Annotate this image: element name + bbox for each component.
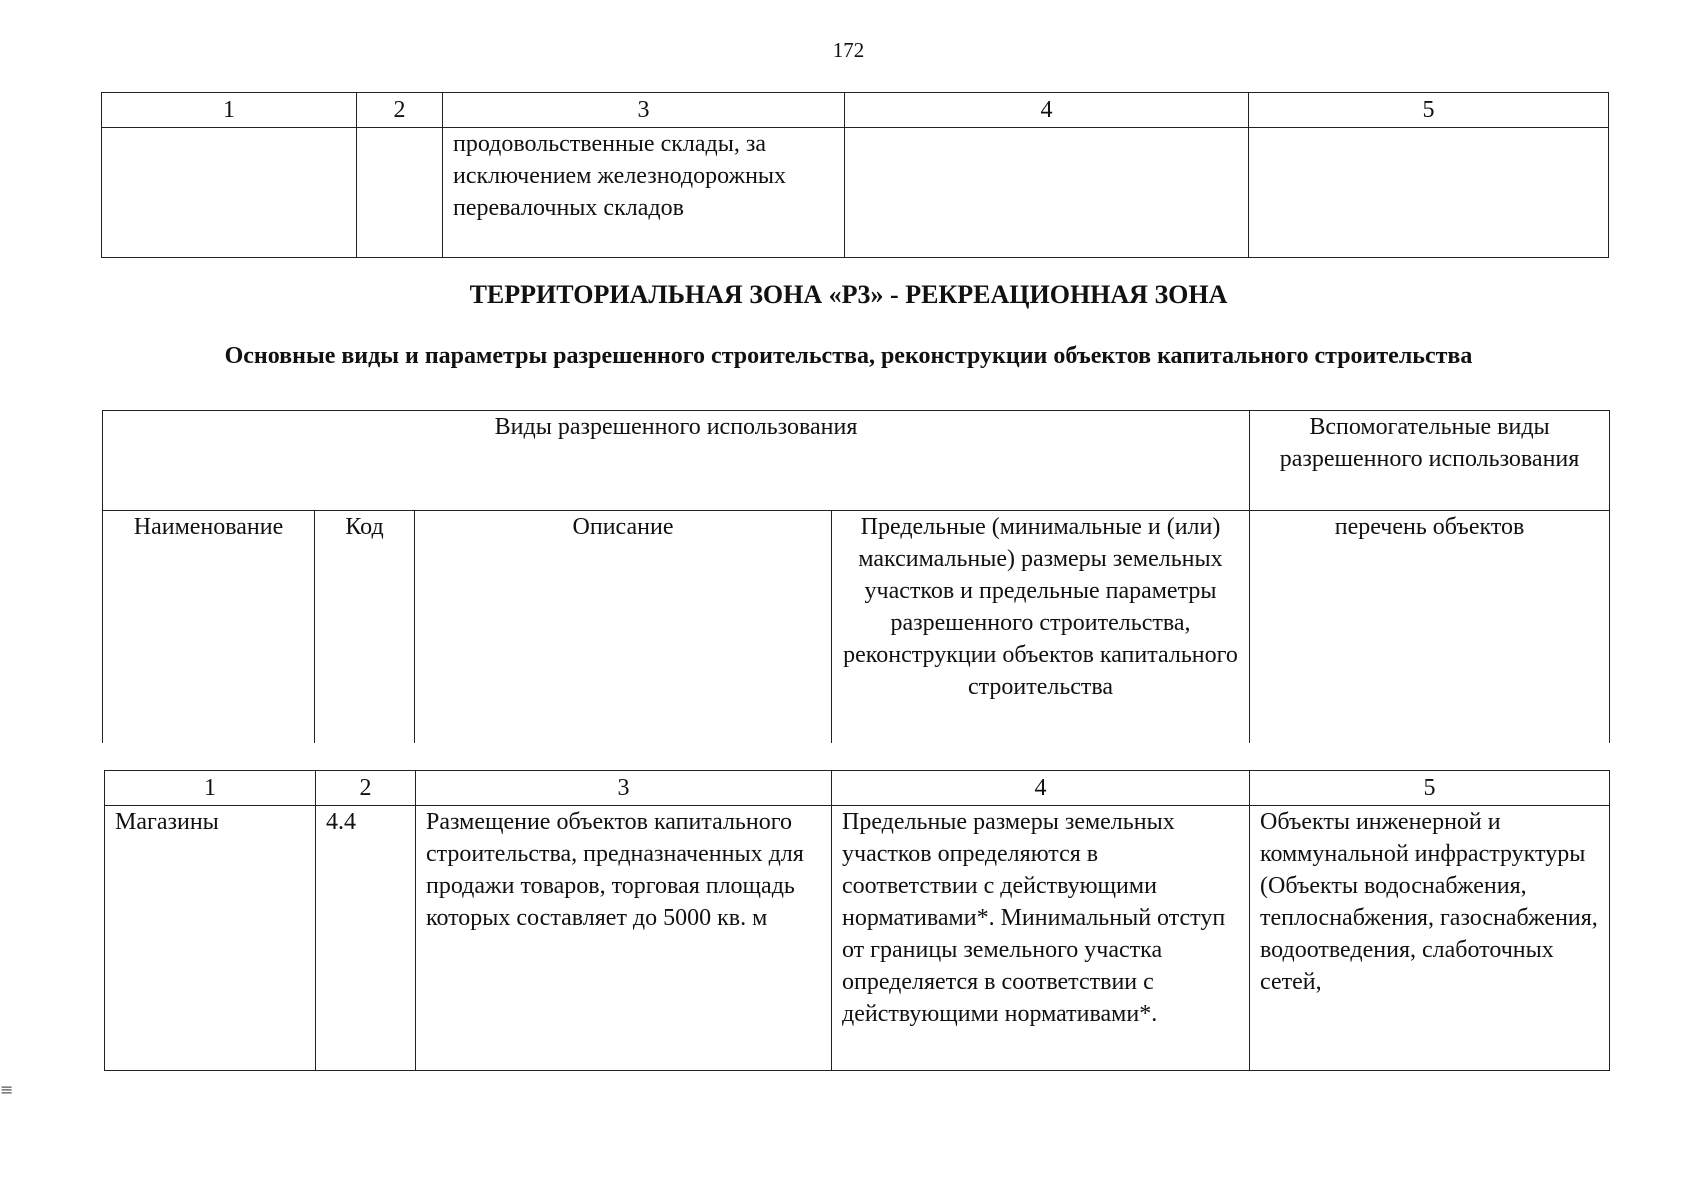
group-aux-header: Вспомогательные виды разрешенного использования: [1250, 411, 1610, 511]
cell-col2: [357, 128, 443, 258]
column-number-row: [105, 771, 1610, 806]
header-table: [102, 410, 1610, 743]
cell-col1: [102, 128, 357, 258]
group-main-header: Виды разрешенного использования: [103, 411, 1250, 511]
cell-name: Магазины: [105, 806, 316, 1071]
group-header-row: [103, 411, 1610, 511]
header-objects: перечень объектов: [1250, 511, 1610, 743]
column-header-row: [103, 511, 1610, 743]
header-limits: Предельные (минимальные и (или) максимальные) размеры земельных участков и предельные параметры разрешенного строительства, реконструкции объектов капитального строительства: [832, 511, 1250, 743]
main-table: [104, 770, 1610, 1071]
header-name: Наименование: [103, 511, 315, 743]
header-code: Код: [315, 511, 415, 743]
column-number-1: 1: [102, 93, 357, 128]
column-number-4: 4: [845, 93, 1249, 128]
column-number-2: 2: [316, 771, 416, 806]
table-row: [102, 128, 1609, 258]
zone-title: ТЕРРИТОРИАЛЬНАЯ ЗОНА «Р3» - РЕКРЕАЦИОННАЯ ЗОНА: [469, 280, 1228, 309]
column-number-5: 5: [1250, 771, 1610, 806]
column-number-3: 3: [416, 771, 832, 806]
cell-objects: Объекты инженерной и коммунальной инфраструктуры (Объекты водоснабжения, теплоснабжения, газоснабжения, водоотведения, слаботочных сетей,: [1250, 806, 1610, 1071]
column-number-5: 5: [1249, 93, 1609, 128]
cell-col4: [845, 128, 1249, 258]
continuation-table: [101, 92, 1609, 258]
cell-limits: Предельные размеры земельных участков определяются в соответствии с действующими нормативами*. Минимальный отступ от границы земельного участка определяется в соответствии с действующими нормативами*.: [832, 806, 1250, 1071]
cell-col5: [1249, 128, 1609, 258]
column-number-2: 2: [357, 93, 443, 128]
column-number-4: 4: [832, 771, 1250, 806]
column-number-row: [102, 93, 1609, 128]
page-number: 172: [832, 38, 865, 62]
header-description: Описание: [415, 511, 832, 743]
table-row: [105, 806, 1610, 1071]
binding-mark-icon: ≡: [0, 1080, 14, 1099]
cell-code: 4.4: [316, 806, 416, 1071]
column-number-1: 1: [105, 771, 316, 806]
cell-col3: продовольственные склады, за исключением железнодорожных перевалочных складов: [443, 128, 845, 258]
column-number-3: 3: [443, 93, 845, 128]
section-title: Основные виды и параметры разрешенного строительства, реконструкции объектов капитального строительства: [224, 343, 1473, 369]
cell-description: Размещение объектов капитального строительства, предназначенных для продажи товаров, торговая площадь которых составляет до 5000 кв. м: [416, 806, 832, 1071]
